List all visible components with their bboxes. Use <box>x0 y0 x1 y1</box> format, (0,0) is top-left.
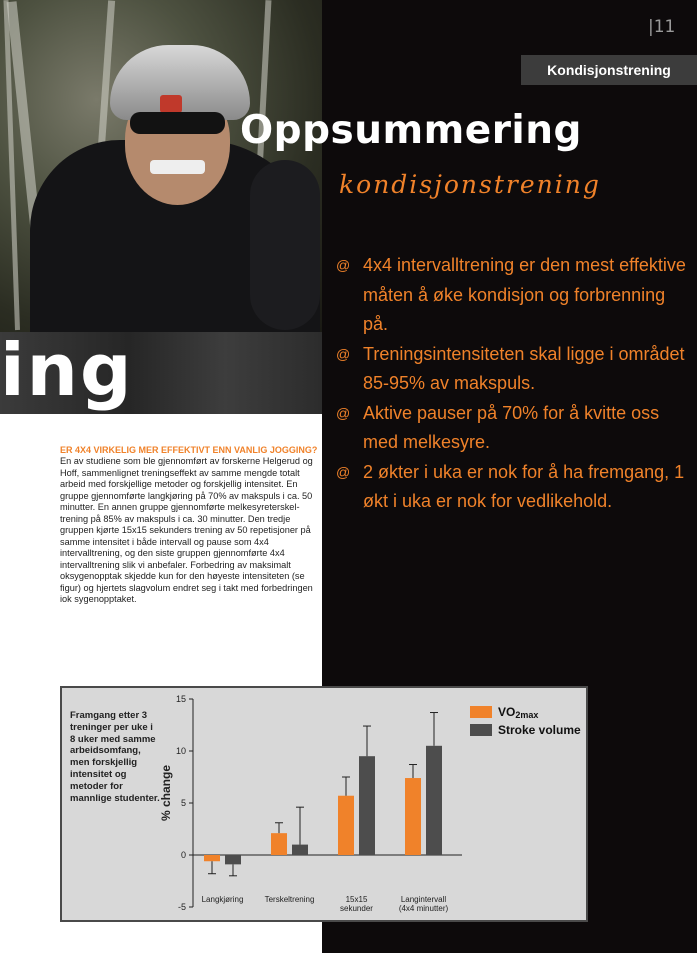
y-tick-label: 15 <box>175 694 186 704</box>
bar <box>426 746 442 855</box>
summary-item: @ Aktive pauser på 70% for å kvitte oss med melkesyre. <box>336 399 691 458</box>
section-tab <box>521 55 697 85</box>
y-tick-label: 0 <box>180 850 186 860</box>
legend-swatch <box>470 724 492 736</box>
page-title: Oppsummering <box>240 108 582 153</box>
x-tick-label: Terskeltrening <box>264 895 315 904</box>
y-tick-label: 5 <box>180 798 186 808</box>
summary-item: @ 2 økter i uka er nok for å ha fremgang, 1 økt i uka er nok for vedlikehold. <box>336 458 691 517</box>
bar-chart <box>62 688 586 920</box>
strip-word: ing <box>0 332 134 412</box>
legend-swatch <box>470 706 492 718</box>
bar <box>271 833 287 855</box>
y-axis-label: % change <box>159 764 173 822</box>
summary-item: @ Treningsintensiteten skal ligge i området 85-95% av makspuls. <box>336 340 691 399</box>
bar <box>338 796 354 855</box>
legend-label: Stroke volume <box>498 723 581 737</box>
bar <box>405 778 421 855</box>
x-tick-label: Langkjøring <box>201 895 244 904</box>
at-bullet-icon: @ <box>336 345 351 362</box>
summary-item: @ 4x4 intervalltrening er den mest effektive måten å øke kondisjon og forbrenning på. <box>336 251 691 340</box>
legend-label: VO2max <box>498 705 539 720</box>
section-tab-label: Kondisjonstrening <box>547 62 671 78</box>
x-tick-label: Langintervall (4x4 minutter) <box>398 895 449 913</box>
x-tick-label: 15x15 sekunder <box>340 895 373 913</box>
chart-figure <box>60 686 588 922</box>
cyclist-photo <box>0 0 322 332</box>
at-bullet-icon: @ <box>336 404 351 421</box>
article-heading: ER 4X4 VIRKELIG MER EFFEKTIVT ENN VANLIG JOGGING? <box>60 445 318 455</box>
article-body: En av studiene som ble gjennomført av forskerne Helgerud og Hoff, sammenlignet treningseffekt av samme mengde totalt arbeid med forskjellige metoder og forskjellig intensitet. En gruppe gjennomførte langkjøring på 70% av makspuls i ca. 50 minutter. En annen gruppe gjennomførte melkesyreterskel-trening på 85% av makspuls i ca. 30 minutter. Den tredje gruppen kjørte 15x15 sekunders trening av 50 repetisjoner på samme intensitet i både intervall og pause som 4x4 intervalltrening, og den siste gruppen gjennomførte 4x4 intervalltrening slik vi anbefaler. Forbedring av maksimalt oksygenopptak skjedde kun for den høyeste intensiteten (se figur) og hjertets slagvolum endret seg i takt med forbedringen iok sygenopptaket. <box>60 456 313 604</box>
at-bullet-icon: @ <box>336 257 351 273</box>
bar <box>225 855 241 864</box>
bar <box>359 756 375 855</box>
bar <box>204 855 220 861</box>
at-bullet-icon: @ <box>336 463 351 480</box>
summary-list <box>336 251 691 517</box>
page-subtitle: kondisjonstrening <box>339 170 601 199</box>
title-strip <box>0 332 322 414</box>
article <box>60 445 320 606</box>
page-number: |11 <box>648 17 676 37</box>
y-tick-label: 10 <box>175 746 186 756</box>
figure-caption: Framgang etter 3 treninger per uke i 8 uker med samme arbeidsomfang, men forskjellig intensitet og metoder for mannlige studenter. <box>70 710 160 804</box>
y-tick-label: -5 <box>177 902 186 912</box>
bar <box>292 845 308 855</box>
